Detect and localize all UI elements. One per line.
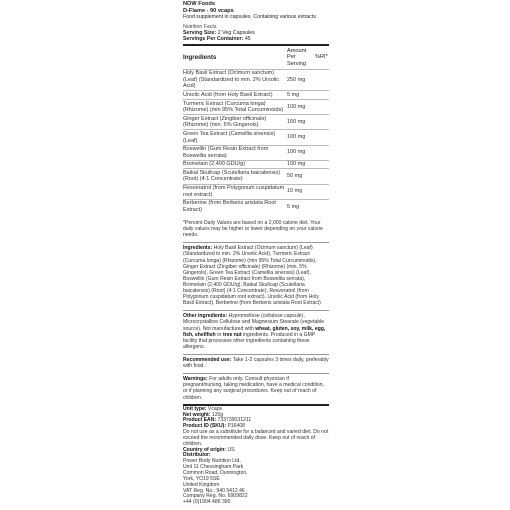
ingredient-name: Ursolic Acid (from Holy Basil Extract) bbox=[183, 91, 287, 100]
table-row bbox=[183, 145, 329, 160]
ingredient-amount: 100 mg bbox=[287, 160, 315, 169]
ingredient-name: Holy Basil Extract (Ocimum sanctum) (Leaf) (Standardized to min. 2% Ursolic Acid) bbox=[183, 69, 287, 91]
product-header bbox=[183, 0, 329, 21]
origin-label: Country of origin: bbox=[183, 446, 227, 453]
table-row bbox=[183, 100, 329, 115]
col-amount: Amount Per Serving bbox=[287, 47, 307, 67]
ingredient-amount: 5 mg bbox=[287, 199, 315, 214]
allergen-tree-nut: tree nut bbox=[222, 331, 242, 338]
other-ingredients-text: Hypromellose (cellulose capsule), Microcrystalline Cellulose and Magnesium Stearate (vegetable source). Not manufactured with bbox=[183, 313, 324, 332]
ingredients-section bbox=[183, 242, 329, 306]
other-ingredients-section bbox=[183, 310, 329, 350]
divider bbox=[183, 44, 329, 46]
ingredient-amount: 5 mg bbox=[287, 91, 315, 100]
recommended-use-label: Recommended use: bbox=[183, 357, 232, 364]
table-row bbox=[183, 184, 329, 199]
distributor-line: Unit 11 Chessingham Park bbox=[183, 464, 244, 471]
product-meta bbox=[183, 404, 329, 506]
other-ingredients-or: or bbox=[215, 331, 223, 338]
table-row bbox=[183, 199, 329, 214]
ingredients-table bbox=[183, 47, 329, 214]
ean-label: Product EAN: bbox=[183, 417, 217, 424]
ingredient-ri bbox=[315, 145, 329, 160]
warnings-text: For adults only. Consult physician if pregnant/nursing, taking medication, have a medical condition, or if planning any surgical procedures. Keep out of reach of children. bbox=[183, 376, 325, 401]
ingredient-ri bbox=[315, 91, 329, 100]
ingredient-ri bbox=[315, 184, 329, 199]
brand-name: NOW Foods bbox=[183, 1, 216, 7]
ingredient-ri bbox=[315, 100, 329, 115]
net-weight-label: Net weight: bbox=[183, 411, 211, 418]
serving-size-label: Serving Size: bbox=[183, 29, 217, 36]
ingredient-amount: 100 mg bbox=[287, 145, 315, 160]
other-ingredients-tail: ingredients. Produced in a GMP facility that processes other ingredients containing these allergens. bbox=[183, 331, 316, 350]
product-name: D-Flame - 90 vcaps bbox=[183, 7, 234, 14]
col-ri: %RI* bbox=[315, 54, 328, 61]
table-row bbox=[183, 91, 329, 100]
distributor-line: Common Road, Dunnington, bbox=[183, 469, 248, 476]
distributor-line: United Kingdom bbox=[183, 481, 220, 488]
ingredient-ri bbox=[315, 130, 329, 145]
sku-value: P16408 bbox=[227, 423, 245, 430]
recommended-use-text: Take 1-2 capsules 3 times daily, preferably with food. bbox=[183, 357, 329, 370]
ingredient-ri bbox=[315, 115, 329, 130]
warnings-section bbox=[183, 373, 329, 400]
warnings-label: Warnings: bbox=[183, 376, 208, 383]
col-ingredients: Ingredients bbox=[183, 53, 217, 61]
distributor-line: Power Body Nutrition Ltd, bbox=[183, 458, 241, 465]
servings-label: Servings Per Container: bbox=[183, 36, 244, 43]
product-description: Food supplement in capsules. Containing various extracts bbox=[183, 14, 316, 21]
ean-value: 733739031211 bbox=[217, 417, 252, 424]
ingredient-name: Bromelain (2,400 GDU/g) bbox=[183, 160, 287, 169]
other-ingredients-label: Other ingredients: bbox=[183, 313, 228, 320]
ingredient-name: Ginger Extract (Zingiber officinale) (Rhizome) (min. 5% Gingerols) bbox=[183, 115, 287, 130]
table-row bbox=[183, 160, 329, 169]
ingredient-ri bbox=[315, 160, 329, 169]
disclaimer: Do not use as a substitute for a balanced and varied diet. Do not exceed the recommended daily dose. Keep out of reach of children. bbox=[183, 429, 329, 447]
distributor-line: Company Reg. No. 6909822 bbox=[183, 493, 248, 500]
servings-per-container bbox=[183, 36, 329, 42]
table-row bbox=[183, 130, 329, 145]
distributor-line: +44 (0)1904 486 390 bbox=[183, 499, 231, 506]
ingredient-name: Baikal Skullcap (Scutellaria baicalensis) (Root) (4:1 Concentrate) bbox=[183, 169, 287, 184]
table-header bbox=[183, 47, 329, 70]
distributor-label: Distributor: bbox=[183, 452, 211, 459]
nutrition-facts-title: Nutrition Facts bbox=[183, 23, 217, 30]
ingredient-name: Resveratrol (from Polygonum cuspidatum root extract) bbox=[183, 184, 287, 199]
ingredients-text: Holy Basil Extract (Ocimum sanctum) (Leaf) (Standardized to min. 2% Ursolic Acid), Turmeric Extract (Curcuma longa) (Rhizome) (min 95% Total Curcuminoids), Ginger Extract (Zingiber officinale) (Rhizome) (min. 5% Gingerols), Green Tea Extract (Camellia sinensis) (Leaf), Boswellin (Gum Resin Extract from Boswellia serrata), Bromelain (2,400 GDU/g), Baikal Skullcap (Scutellaria baicalensis) (Root) (4:1 Concentrate), Resveratrol (from Polygonum cuspidatum root extract), Ursolic Acid (from Holy Basil Extract), Berberine (from Berberis aristata Root Extract) bbox=[183, 245, 321, 307]
ingredient-amount: 100 mg bbox=[287, 100, 315, 115]
ingredient-amount: 50 mg bbox=[287, 169, 315, 184]
distributor-line: VAT Reg. No.: 940 5412 46 bbox=[183, 487, 245, 494]
servings-value: 45 bbox=[244, 36, 251, 43]
ingredient-name: Green Tea Extract (Camellia sinensis) (Leaf) bbox=[183, 130, 287, 145]
distributor-line: York, YO19 5SE bbox=[183, 475, 220, 482]
recommended-use-section bbox=[183, 354, 329, 369]
ingredient-amount: 100 mg bbox=[287, 130, 315, 145]
table-row bbox=[183, 69, 329, 91]
ingredient-ri bbox=[315, 199, 329, 214]
ingredient-amount: 250 mg bbox=[287, 69, 315, 91]
serving-size-value: 2 Veg Capsules bbox=[217, 29, 255, 36]
product-sheet bbox=[183, 0, 329, 510]
table-row bbox=[183, 169, 329, 184]
ingredient-name: Berberine (from Berberis aristata Root Extract) bbox=[183, 199, 287, 214]
ingredient-ri bbox=[315, 69, 329, 91]
table-row bbox=[183, 115, 329, 130]
net-weight-value: 120g bbox=[211, 411, 224, 418]
ingredient-amount: 100 mg bbox=[287, 115, 315, 130]
ingredient-name: Turmeric Extract (Curcuma longa) (Rhizome) (min 95% Total Curcuminoids) bbox=[183, 100, 287, 115]
origin-value: US bbox=[227, 446, 235, 453]
sku-label: Product ID (SKU): bbox=[183, 423, 227, 430]
ingredients-label: Ingredients: bbox=[183, 245, 213, 252]
ingredient-amount: 10 mg bbox=[287, 184, 315, 199]
unit-type-label: Unit type: bbox=[183, 405, 207, 412]
ingredient-name: Boswellin (Gum Resin Extract from Boswellia serrata) bbox=[183, 145, 287, 160]
daily-value-footnote: *Percent Daily Values are based on a 2,000 calorie diet. Your daily values may be higher or lower depending on your calorie needs. bbox=[183, 219, 323, 239]
unit-type-value: Vcaps bbox=[207, 405, 223, 412]
allergen-list: wheat, gluten, soy, milk, egg, fish, shellfish bbox=[183, 325, 326, 338]
ingredient-ri bbox=[315, 169, 329, 184]
